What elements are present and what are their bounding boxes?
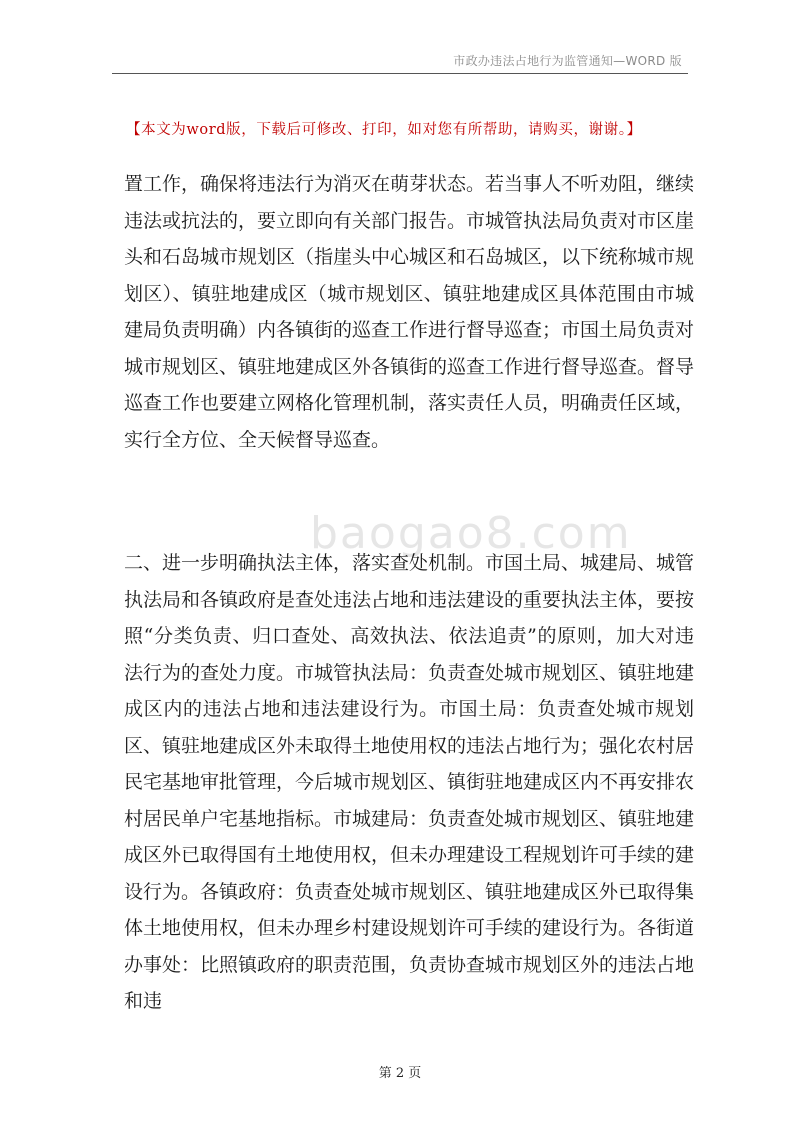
header-divider	[112, 73, 688, 74]
body-paragraph-1: 置工作，确保将违法行为消灭在萌芽状态。若当事人不听劝阻，继续违法或抗法的，要立即向有关部门报告。市城管执法局负责对市区崖头和石岛城市规划区（指崖头中心城区和石岛城区，以下统称城市规划区）、镇驻地建成区（城市规划区、镇驻地建成区具体范围由市城建局负责明确）内各镇街的巡查工作进行督导巡查；市国土局负责对城市规划区、镇驻地建成区外各镇街的巡查工作进行督导巡查。督导巡查工作也要建立网格化管理机制，落实责任人员，明确责任区域，实行全方位、全天候督导巡查。	[124, 173, 695, 451]
watermark: baogao8.com	[310, 508, 632, 559]
download-notice: 【本文为word版，下载后可修改、打印，如对您有所帮助，请购买，谢谢。】	[126, 122, 642, 138]
running-header-title: 市政办违法占地行为监管通知—WORD 版	[453, 54, 682, 68]
page-number: 第 2 页	[378, 1066, 422, 1081]
body-paragraph-2: 二、进一步明确执法主体，落实查处机制。市国土局、城建局、城管执法局和各镇政府是查处违法占地和违法建设的重要执法主体，要按照“分类负责、归口查处、高效执法、依法追责”的原则，加大对违法行为的查处力度。市城管执法局：负责查处城市规划区、镇驻地建成区内的违法占地和违法建设行为。市国土局：负责查处城市规划区、镇驻地建成区外未取得土地使用权的违法占地行为；强化农村居民宅基地审批管理，今后城市规划区、镇街驻地建成区内不再安排农村居民单户宅基地指标。市城建局：负责查处城市规划区、镇驻地建成区外已取得国有土地使用权，但未办理建设工程规划许可手续的建设行为。各镇政府：负责查处城市规划区、镇驻地建成区外已取得集体土地使用权，但未办理乡村建设规划许可手续的建设行为。各街道办事处：比照镇政府的职责范围，负责协查城市规划区外的违法占地和违	[124, 552, 695, 1012]
